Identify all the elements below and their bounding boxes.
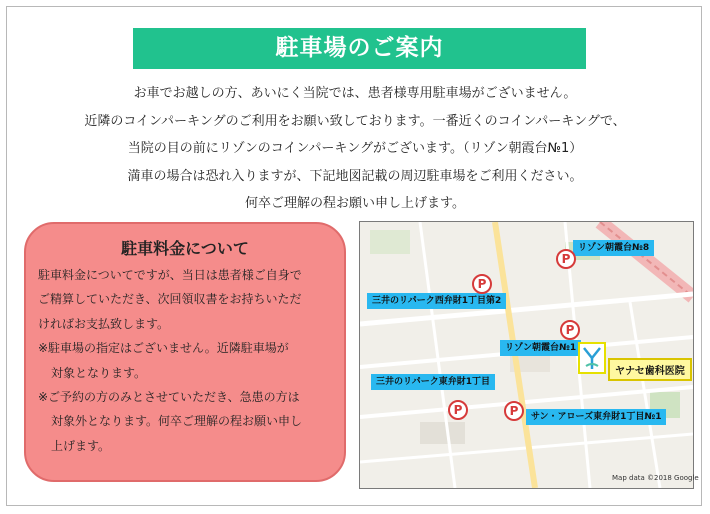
parking-icon: P: [504, 401, 524, 421]
parking-fee-box: [24, 222, 346, 482]
fee-note: ※ご予約の方のみとさせていただき、急患の方は: [38, 389, 300, 404]
parking-fee-title: 駐車料金について: [121, 239, 249, 258]
fee-line: ければお支払致します。: [38, 316, 170, 331]
parking-label: 三井のリパーク西弁財1丁目第2: [367, 293, 506, 309]
parking-icon: P: [556, 249, 576, 269]
fee-note: 対象外となります。何卒ご理解の程お願い申し: [51, 414, 303, 429]
parking-label: 三井のリパーク東弁財1丁目: [371, 374, 495, 390]
parking-icon: P: [560, 320, 580, 340]
map-credit: Map data ©2018 Google: [612, 474, 699, 482]
intro-line: 何卒ご理解の程お願い申し上げます。: [245, 196, 465, 211]
intro-text: [20, 80, 690, 218]
fee-note: 対象となります。: [51, 365, 147, 380]
parking-icon: P: [472, 274, 492, 294]
parking-fee-body: [38, 263, 338, 458]
parking-label: リゾン朝霞台№1: [500, 340, 581, 356]
page-title: 駐車場のご案内: [133, 28, 586, 69]
fee-note: ※駐車場の指定はございません。近隣駐車場が: [38, 341, 289, 356]
clinic-logo-icon: [578, 342, 606, 374]
parking-label: サン・アローズ東弁財1丁目№1: [526, 409, 666, 425]
fee-line: 駐車料金についてですが、当日は患者様ご自身で: [38, 268, 302, 282]
fee-line: ご精算していただき、次回領収書をお持ちいただ: [38, 292, 302, 307]
fee-note: 上げます。: [51, 438, 111, 453]
parking-label: リゾン朝霞台№8: [573, 240, 654, 256]
intro-line: 当院の目の前にリゾンのコインパーキングがございます。（リゾン朝霞台№1）: [127, 141, 583, 156]
clinic-label: ヤナセ歯科医院: [608, 358, 692, 381]
intro-line: 満車の場合は恐れ入りますが、下記地図記載の周辺駐車場をご利用ください。: [127, 168, 583, 184]
intro-line: 近隣のコインパーキングのご利用をお願い致しております。一番近くのコインパーキングで、: [84, 113, 626, 129]
parking-icon: P: [448, 400, 468, 420]
intro-line: お車でお越しの方、あいにく当院では、患者様専用駐車場がございません。: [133, 86, 577, 101]
